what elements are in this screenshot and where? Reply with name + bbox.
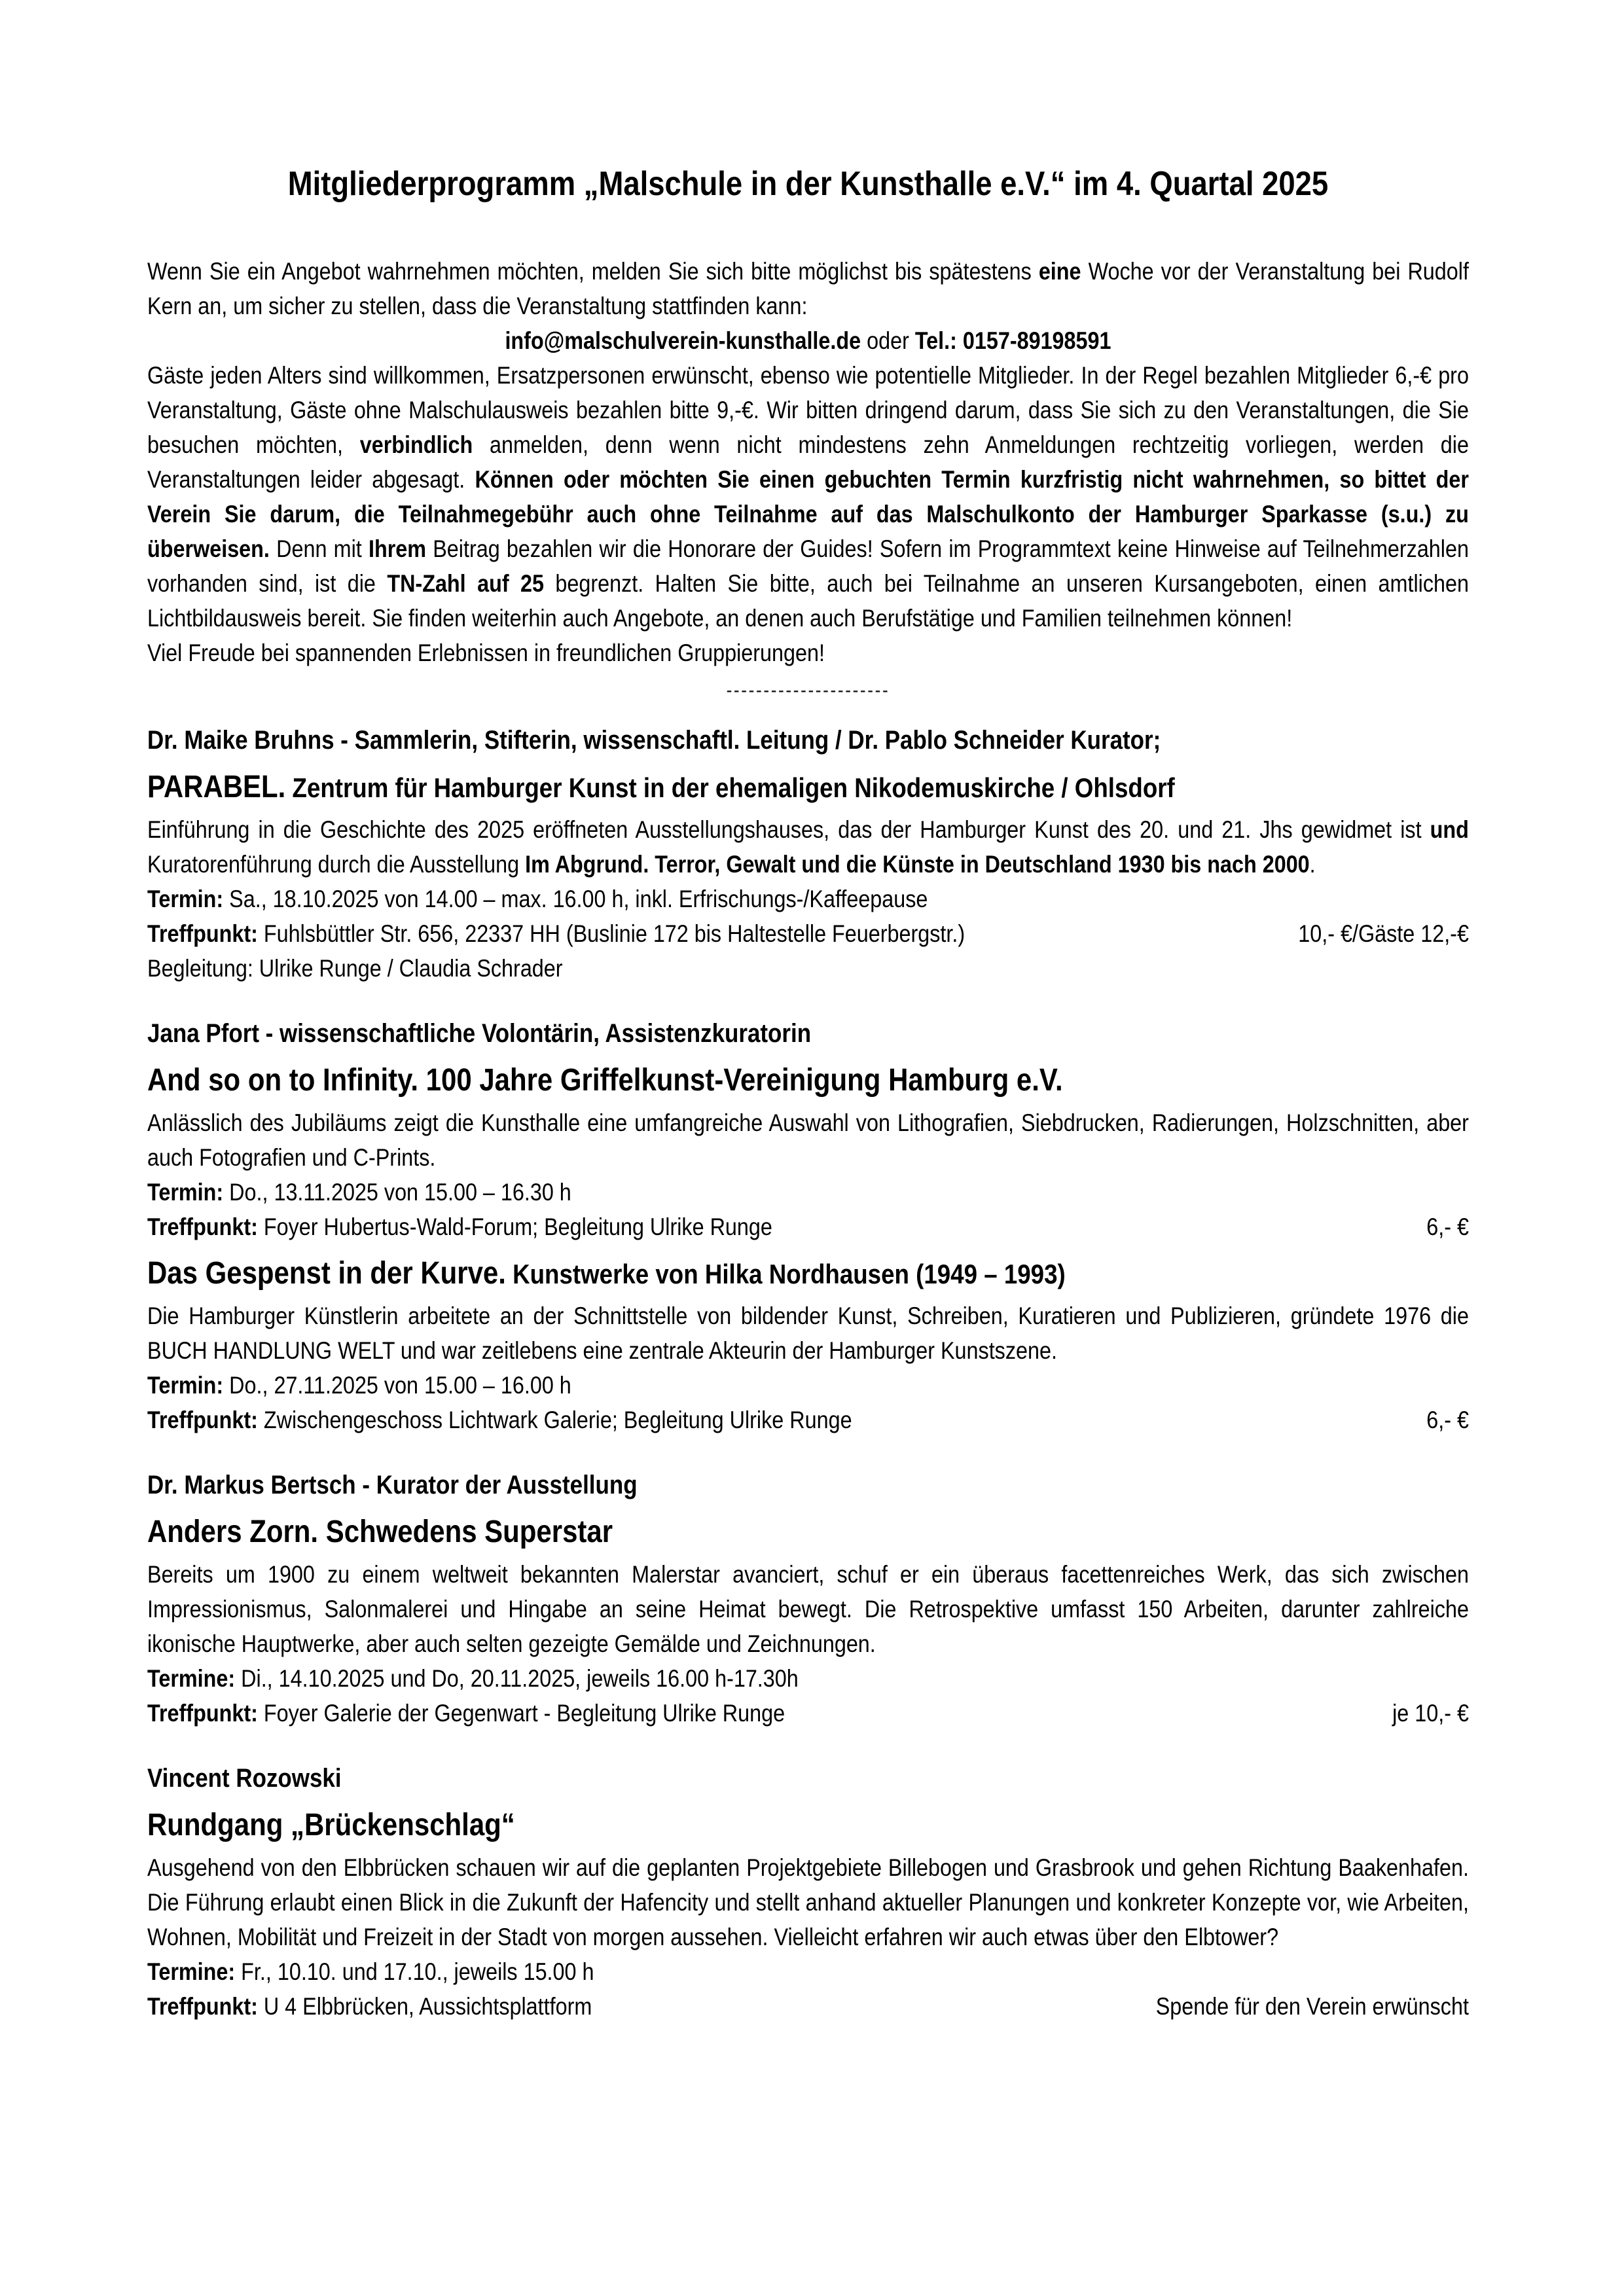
event-title-main: Anders Zorn. Schwedens Superstar: [147, 1515, 613, 1549]
detail-label: Treffpunkt:: [147, 1993, 258, 2020]
detail-text: Di., 14.10.2025 und Do, 20.11.2025, jeweils 16.00 h-17.30h: [235, 1665, 799, 1692]
presenter-heading: Vincent Rozowski: [147, 1764, 342, 1793]
intro-paragraph-1: Wenn Sie ein Angebot wahrnehmen möchten, melden Sie sich bitte möglichst bis spätestens eine Woche vor der Veranstaltung bei Rudolf Kern an, um sicher zu stellen, dass die Veranstaltung stattfinden kann:: [147, 258, 1469, 319]
event: [147, 1512, 1469, 1731]
event-title-sub: Zentrum für Hamburger Kunst in der ehemaligen Nikodemuskirche / Ohlsdorf: [285, 772, 1175, 803]
event-title-main: PARABEL.: [147, 770, 286, 804]
detail-row: [147, 1368, 1469, 1403]
program-block: [147, 1016, 1469, 1437]
detail-row: [147, 1696, 1469, 1731]
event-title: [147, 767, 1469, 808]
detail-price: 6,- €: [1426, 1407, 1469, 1433]
detail-row: [147, 951, 1469, 986]
detail-row: [147, 916, 1469, 951]
event-title-sub: Kunstwerke von Hilka Nordhausen (1949 – 1993): [505, 1259, 1066, 1289]
detail-row: [147, 1175, 1469, 1210]
program-block: [147, 1467, 1469, 1731]
event: [147, 1060, 1469, 1244]
event-title-main: And so on to Infinity. 100 Jahre Griffelkunst-Vereinigung Hamburg e.V.: [147, 1063, 1063, 1098]
page-title: Mitgliederprogramm „Malschule in der Kunsthalle e.V.“ im 4. Quartal 2025: [287, 165, 1329, 203]
detail-text: Zwischengeschoss Lichtwark Galerie; Begleitung Ulrike Runge: [257, 1407, 852, 1433]
detail-text: U 4 Elbbrücken, Aussichtsplattform: [257, 1993, 592, 2020]
detail-label: Termine:: [147, 1958, 236, 1985]
document-content: [147, 164, 1469, 2024]
event-description: Ausgehend von den Elbbrücken schauen wir auf die geplanten Projektgebiete Billebogen und Grasbrook und gehen Richtung Baakenhafen. Die Führung erlaubt einen Blick in die Zukunft der Hafencity und stellt anhand aktueller Planungen und konkreter Konzepte vor, wie Arbeiten, Wohnen, Mobilität und Freizeit in der Stadt von morgen aussehen. Vielleicht erfahren wir auch etwas über den Elbtower?: [147, 1854, 1469, 1950]
event-description: Die Hamburger Künstlerin arbeitete an der Schnittstelle von bildender Kunst, Schreiben, Kuratieren und Publizieren, gründete 1976 die BUCH HANDLUNG WELT und war zeitlebens eine zentrale Akteurin der Hamburger Kunstszene.: [147, 1302, 1469, 1364]
event: [147, 767, 1469, 986]
detail-text: Begleitung: Ulrike Runge / Claudia Schrader: [147, 955, 563, 982]
detail-price: 6,- €: [1426, 1213, 1469, 1240]
presenter-heading: Dr. Maike Bruhns - Sammlerin, Stifterin, wissenschaftl. Leitung / Dr. Pablo Schneider Kurator;: [147, 726, 1161, 755]
detail-label: Termin:: [147, 1179, 224, 1206]
detail-label: Treffpunkt:: [147, 920, 258, 947]
intro-paragraph-2: Gäste jeden Alters sind willkommen, Ersatzpersonen erwünscht, ebenso wie potentielle Mitglieder. In der Regel bezahlen Mitglieder 6,-€ pro Veranstaltung, Gäste ohne Malschulausweis bezahlen bitte 9,-€. Wir bitten dringend darum, dass Sie sich zu den Veranstaltungen, die Sie besuchen möchten, verbindlich anmelden, denn wenn nicht mindestens zehn Anmeldungen rechtzeitig vorliegen, werden die Veranstaltungen leider abgesagt. Können oder möchten Sie einen gebuchten Termin kurzfristig nicht wahrnehmen, so bittet der Verein Sie darum, die Teilnahmegebühr auch ohne Teilnahme auf das Malschulkonto der Hamburger Sparkasse (s.u.) zu überweisen. Denn mit Ihrem Beitrag bezahlen wir die Honorare der Guides! Sofern im Programmtext keine Hinweise auf Teilnehmerzahlen vorhanden sind, ist die TN-Zahl auf 25 begrenzt. Halten Sie bitte, auch bei Teilnahme an unseren Kursangeboten, einen amtlichen Lichtbildausweis bereit. Sie finden weiterhin auch Angebote, an denen auch Berufstätige und Familien teilnehmen können!: [147, 362, 1469, 632]
detail-text: Foyer Galerie der Gegenwart - Begleitung Ulrike Runge: [257, 1700, 785, 1727]
separator-dashes: ----------------------: [726, 679, 890, 701]
detail-row: [147, 1403, 1469, 1437]
presenter-heading: Jana Pfort - wissenschaftliche Volontärin, Assistenzkuratorin: [147, 1019, 812, 1048]
event: [147, 1805, 1469, 2024]
event-title: [147, 1512, 1469, 1553]
detail-text: Fuhlsbüttler Str. 656, 22337 HH (Buslinie 172 bis Haltestelle Feuerbergstr.): [257, 920, 965, 947]
event-description: Anlässlich des Jubiläums zeigt die Kunsthalle eine umfangreiche Auswahl von Lithografien, Siebdrucken, Radierungen, Holzschnitten, aber auch Fotografien und C-Prints.: [147, 1109, 1469, 1171]
detail-row: [147, 1954, 1469, 1989]
detail-price: je 10,- €: [1392, 1700, 1469, 1727]
event-description: Einführung in die Geschichte des 2025 eröffneten Ausstellungshauses, das der Hamburger Kunst des 20. und 21. Jhs gewidmet ist und Kuratorenführung durch die Ausstellung Im Abgrund. Terror, Gewalt und die Künste in Deutschland 1930 bis nach 2000.: [147, 816, 1469, 878]
detail-label: Treffpunkt:: [147, 1213, 258, 1240]
event-description: Bereits um 1900 zu einem weltweit bekannten Malerstar avanciert, schuf er ein überaus facettenreiches Werk, das sich zwischen Impressionismus, Salonmalerei und Hingabe an seine Heimat bewegt. Die Retrospektive umfasst 150 Arbeiten, darunter zahlreiche ikonische Hauptwerke, aber auch selten gezeigte Gemälde und Zeichnungen.: [147, 1561, 1469, 1657]
detail-label: Termin:: [147, 1372, 224, 1399]
detail-label: Termine:: [147, 1665, 236, 1692]
program-block: [147, 723, 1469, 986]
detail-price: Spende für den Verein erwünscht: [1155, 1993, 1469, 2020]
presenter-heading: Dr. Markus Bertsch - Kurator der Ausstellung: [147, 1471, 638, 1499]
event-title: [147, 1805, 1469, 1846]
event-title: [147, 1060, 1469, 1102]
detail-label: Treffpunkt:: [147, 1407, 258, 1433]
detail-price: 10,- €/Gäste 12,-€: [1298, 920, 1469, 947]
detail-row: [147, 882, 1469, 916]
detail-row: [147, 1661, 1469, 1696]
detail-label: Termin:: [147, 886, 224, 912]
event-title-main: Rundgang „Brückenschlag“: [147, 1808, 515, 1842]
detail-text: Sa., 18.10.2025 von 14.00 – max. 16.00 h, inkl. Erfrischungs-/Kaffeepause: [223, 886, 928, 912]
event-title: [147, 1253, 1469, 1295]
detail-text: Do., 13.11.2025 von 15.00 – 16.30 h: [223, 1179, 571, 1206]
detail-text: Foyer Hubertus-Wald-Forum; Begleitung Ulrike Runge: [257, 1213, 772, 1240]
detail-row: [147, 1989, 1469, 2024]
detail-text: Do., 27.11.2025 von 15.00 – 16.00 h: [223, 1372, 571, 1399]
detail-row: [147, 1210, 1469, 1244]
contact-line: info@malschulverein-kunsthalle.de oder Tel.: 0157-89198591: [505, 327, 1111, 354]
detail-label: Treffpunkt:: [147, 1700, 258, 1727]
detail-text: Fr., 10.10. und 17.10., jeweils 15.00 h: [235, 1958, 594, 1985]
program-block: [147, 1761, 1469, 2024]
event-title-main: Das Gespenst in der Kurve.: [147, 1256, 506, 1291]
intro-paragraph-3: Viel Freude bei spannenden Erlebnissen in freundlichen Gruppierungen!: [147, 639, 825, 666]
event: [147, 1253, 1469, 1437]
